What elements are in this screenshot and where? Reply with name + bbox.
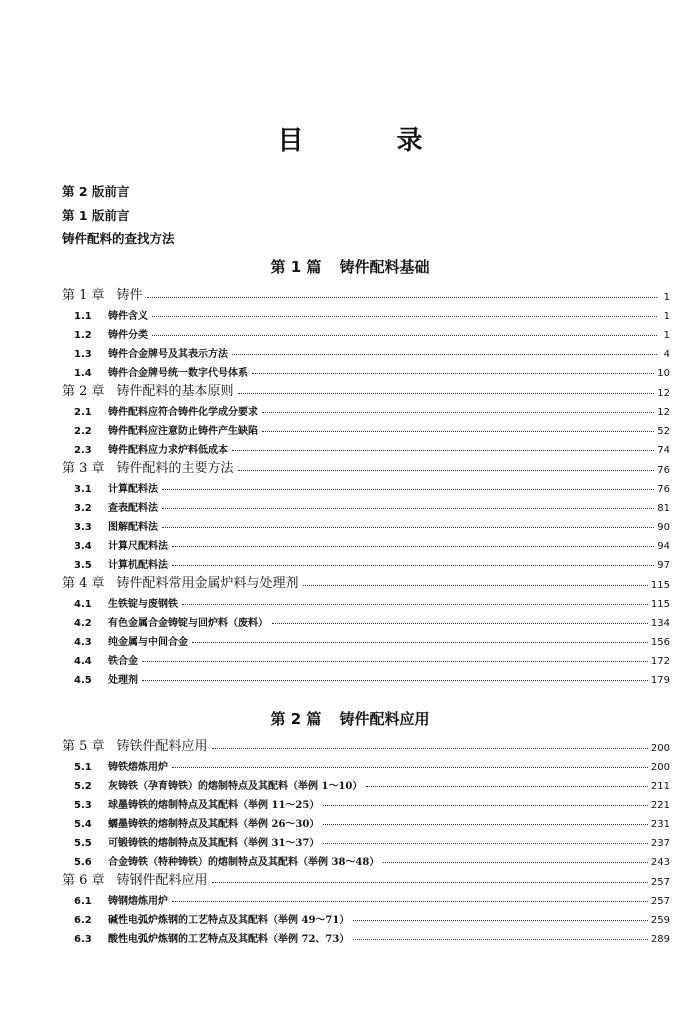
part-number: 第 2 篇 [270,710,322,728]
chapter-row[interactable] [62,734,670,754]
page-number: 81 [657,503,670,514]
leader-dots [172,766,648,768]
leader-dots [262,430,654,432]
section-number: 4.3 [74,637,92,648]
page-number: 12 [657,388,670,399]
leader-dots [152,334,657,336]
leader-dots [232,449,654,451]
section-number: 5.3 [74,800,92,811]
page-number: 10 [657,368,670,379]
section-row[interactable] [62,399,670,418]
chapter-row[interactable] [62,283,670,303]
toc-part-2 [62,734,670,945]
section-row[interactable] [62,849,670,868]
page-number: 179 [650,675,670,686]
page-number: 97 [657,560,670,571]
section-number: 5.4 [74,819,92,830]
section-title: 图解配料法 [108,522,158,533]
page-number: 259 [650,915,670,926]
section-row[interactable] [62,926,670,945]
leader-dots [152,315,657,317]
section-row[interactable] [62,792,670,811]
front-matter-item[interactable]: 第 1 版前言 [62,207,130,223]
section-number: 4.4 [74,656,92,667]
leader-dots [353,938,648,940]
leader-dots [172,900,648,902]
page-number: 237 [650,838,670,849]
page-number: 12 [657,407,670,418]
section-row[interactable] [62,360,670,379]
section-title: 处理剂 [108,675,138,686]
chapter-number: 第 1 章 [62,288,105,303]
page-number: 243 [650,857,670,868]
part-heading [0,708,700,729]
leader-dots [162,507,654,509]
section-row[interactable] [62,437,670,456]
section-title: 计算尺配料法 [108,541,168,552]
chapter-number: 第 3 章 [62,461,105,476]
section-number: 6.1 [74,896,92,907]
chapter-title: 铸件配料的主要方法 [116,461,234,476]
leader-dots [182,603,648,605]
page-number: 76 [657,484,670,495]
section-number: 1.3 [74,349,92,360]
section-row[interactable] [62,754,670,773]
chapter-title: 铸铁件配料应用 [116,739,208,754]
leader-dots [172,564,654,566]
section-title: 铸件配料应力求炉料低成本 [108,445,228,456]
leader-dots [142,660,648,662]
section-number: 4.1 [74,599,92,610]
page-number: 76 [657,465,670,476]
leader-dots [162,526,654,528]
chapter-title: 铸件配料的基本原则 [116,384,234,399]
leader-dots [353,919,648,921]
page-number: 211 [650,781,670,792]
section-title: 铸件合金牌号及其表示方法 [108,349,228,360]
section-row[interactable] [62,648,670,667]
section-title: 纯金属与中间合金 [108,637,188,648]
page-number: 257 [650,896,670,907]
part-heading [0,256,700,277]
chapter-number: 第 6 章 [62,873,105,888]
chapter-title: 铸件配料常用金属炉料与处理剂 [116,576,299,591]
section-row[interactable] [62,811,670,830]
section-title: 铸件配料应符合铸件化学成分要求 [108,407,258,418]
leader-dots [323,804,648,806]
section-row[interactable] [62,514,670,533]
page-number: 257 [650,877,670,888]
leader-dots [142,679,648,681]
section-number: 3.2 [74,503,92,514]
leader-dots [272,622,648,624]
section-number: 3.4 [74,541,92,552]
leader-dots [323,842,648,844]
page-number: 1 [663,292,670,303]
page-number: 156 [650,637,670,648]
chapter-row[interactable] [62,379,670,399]
section-title: 铸件配料应注意防止铸件产生缺陷 [108,426,258,437]
leader-dots [232,353,657,355]
section-title: 灰铸铁（孕育铸铁）的熔制特点及其配料（举例 1～10） [108,781,363,792]
section-title: 合金铸铁（特种铸铁）的熔制特点及其配料（举例 38～48） [108,857,380,868]
page-number: 134 [650,618,670,629]
leader-dots [252,372,654,374]
page-number: 115 [650,580,670,591]
page-number: 94 [657,541,670,552]
section-number: 5.1 [74,762,92,773]
section-row[interactable] [62,552,670,571]
chapter-number: 第 5 章 [62,739,105,754]
chapter-title: 铸钢件配料应用 [116,873,208,888]
chapter-number: 第 2 章 [62,384,105,399]
section-number: 1.4 [74,368,92,379]
chapter-row[interactable] [62,868,670,888]
part-title: 铸件配料应用 [339,710,430,728]
section-row[interactable] [62,303,670,322]
section-title: 铸件分类 [108,330,148,341]
section-number: 5.2 [74,781,92,792]
section-number: 3.3 [74,522,92,533]
section-row[interactable] [62,418,670,437]
section-row[interactable] [62,907,670,926]
section-number: 4.5 [74,675,92,686]
section-title: 有色金属合金铸锭与回炉料（废料） [108,618,268,629]
section-row[interactable] [62,591,670,610]
page-number: 172 [650,656,670,667]
section-title: 酸性电弧炉炼钢的工艺特点及其配料（举例 72、73） [108,934,350,945]
page-title: 目 录 [277,126,465,156]
leader-dots [323,823,648,825]
section-number: 6.3 [74,934,92,945]
toc-part-1 [62,283,670,686]
section-row[interactable] [62,476,670,495]
section-title: 可锻铸铁的熔制特点及其配料（举例 31～37） [108,838,320,849]
section-number: 3.1 [74,484,92,495]
section-row[interactable] [62,888,670,907]
section-row[interactable] [62,495,670,514]
section-row[interactable] [62,341,670,360]
leader-dots [366,785,648,787]
section-number: 5.6 [74,857,92,868]
leader-dots [383,861,648,863]
page-number: 52 [657,426,670,437]
section-title: 蠕墨铸铁的熔制特点及其配料（举例 26～30） [108,819,320,830]
section-title: 铁合金 [108,656,138,667]
section-number: 1.1 [74,311,92,322]
section-number: 6.2 [74,915,92,926]
leader-dots [238,392,655,394]
leader-dots [192,641,648,643]
leader-dots [303,584,648,586]
section-title: 查表配料法 [108,503,158,514]
leader-dots [147,296,657,298]
section-row[interactable] [62,667,670,686]
page-number: 115 [650,599,670,610]
page-number: 289 [650,934,670,945]
part-title: 铸件配料基础 [339,258,430,276]
section-title: 计算配料法 [108,484,158,495]
section-row[interactable] [62,322,670,341]
leader-dots [162,488,654,490]
leader-dots [238,469,655,471]
front-matter-item[interactable]: 铸件配料的查找方法 [62,231,175,246]
page-number: 200 [650,762,670,773]
section-number: 2.2 [74,426,92,437]
page-number: 200 [650,743,670,754]
section-row[interactable] [62,629,670,648]
section-number: 3.5 [74,560,92,571]
page-number: 1 [663,311,670,322]
section-number: 5.5 [74,838,92,849]
section-row[interactable] [62,830,670,849]
page-number: 4 [663,349,670,360]
section-title: 铸铁熔炼用炉 [108,762,168,773]
section-row[interactable] [62,533,670,552]
page-number: 231 [650,819,670,830]
chapter-row[interactable] [62,456,670,476]
section-number: 4.2 [74,618,92,629]
leader-dots [212,881,648,883]
section-title: 球墨铸铁的熔制特点及其配料（举例 11～25） [108,800,320,811]
front-matter-item[interactable]: 第 2 版前言 [62,184,130,199]
chapter-title: 铸件 [116,288,143,303]
section-row[interactable] [62,773,670,792]
section-title: 铸件含义 [108,311,148,322]
section-number: 1.2 [74,330,92,341]
section-title: 铸钢熔炼用炉 [108,896,168,907]
page-number: 1 [663,330,670,341]
section-number: 2.3 [74,445,92,456]
leader-dots [262,411,654,413]
page-number: 74 [657,445,670,456]
page-number: 90 [657,522,670,533]
chapter-row[interactable] [62,571,670,591]
section-number: 2.1 [74,407,92,418]
section-title: 生铁锭与废钢铁 [108,599,178,610]
section-title: 铸件合金牌号统一数字代号体系 [108,368,248,379]
section-title: 碱性电弧炉炼钢的工艺特点及其配料（举例 49～71） [108,915,350,926]
section-row[interactable] [62,610,670,629]
part-number: 第 1 篇 [270,258,322,276]
front-matter [62,180,175,251]
section-title: 计算机配料法 [108,560,168,571]
page-number: 221 [650,800,670,811]
leader-dots [172,545,654,547]
chapter-number: 第 4 章 [62,576,105,591]
leader-dots [212,747,648,749]
